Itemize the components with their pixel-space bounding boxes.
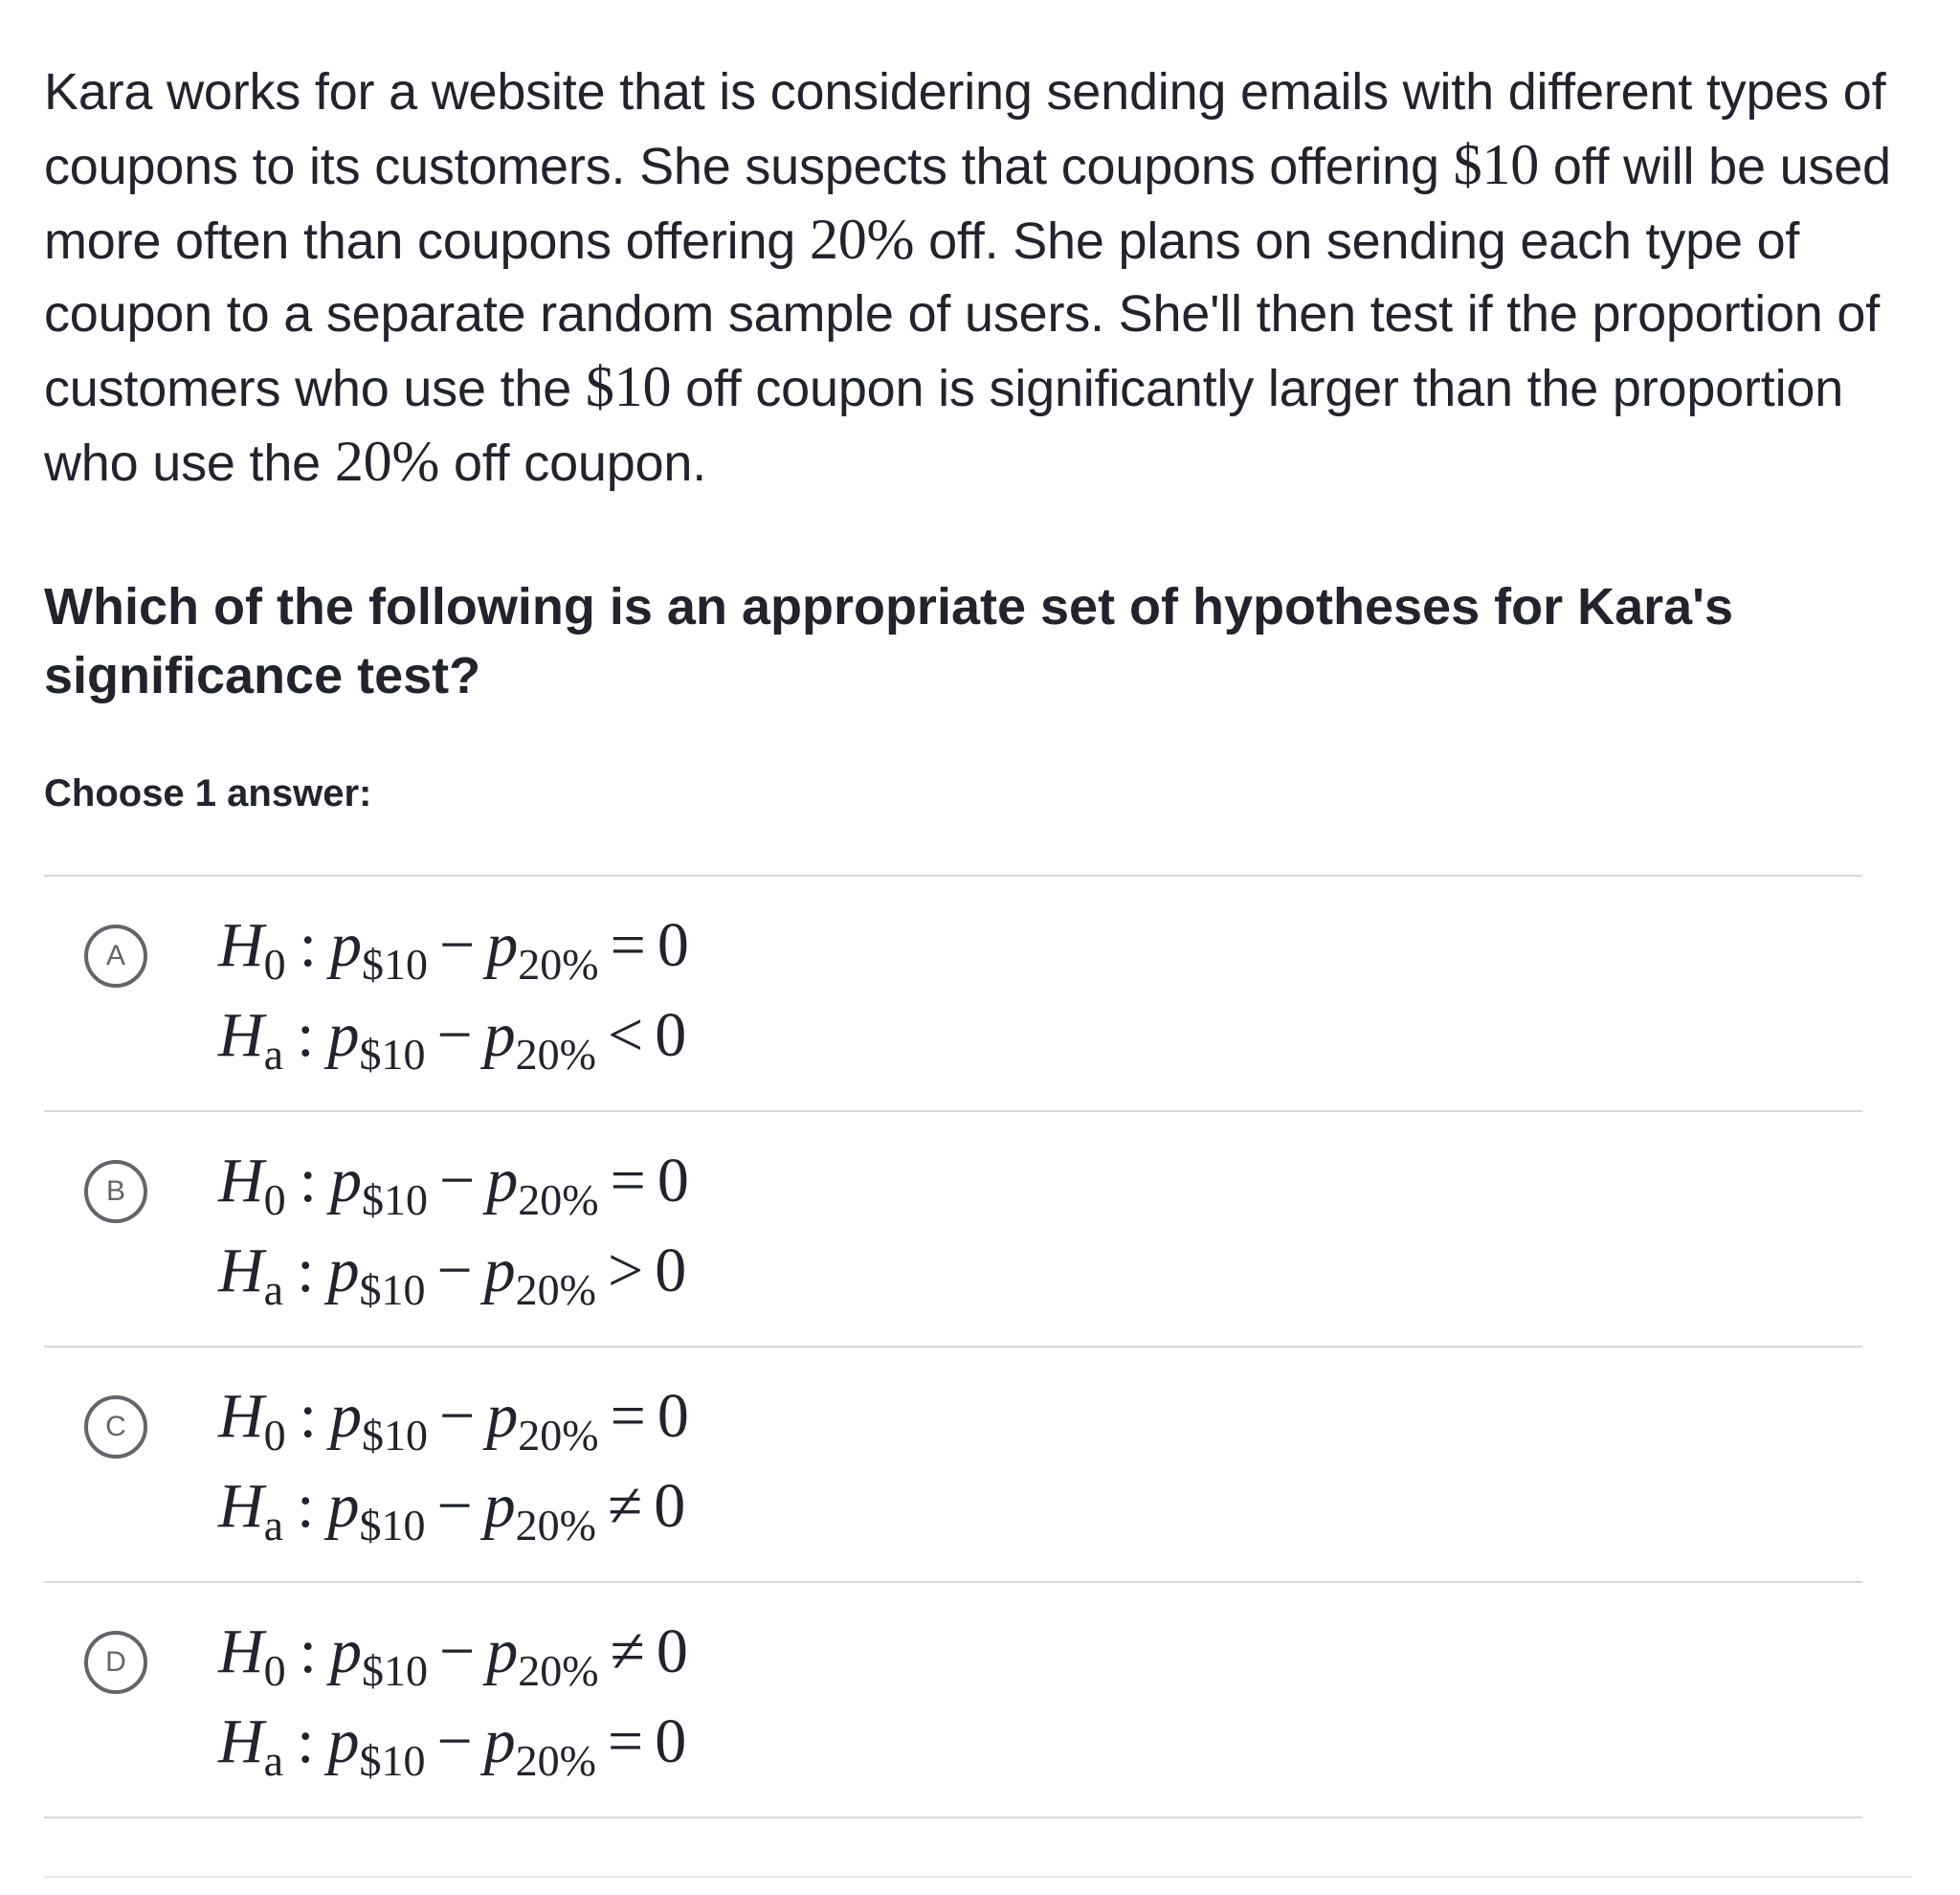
- proportion-subscript: $10: [362, 940, 429, 989]
- hypothesis-symbol: H: [218, 1706, 264, 1776]
- question-prompt: Which of the following is an appropriate set of hypotheses for Kara's significance test?: [44, 578, 1734, 704]
- colon-symbol: :: [297, 1000, 315, 1070]
- hypothesis-symbol: H: [218, 1000, 264, 1070]
- proportion-subscript: $10: [359, 1736, 426, 1785]
- relation-sign: ≠: [610, 1616, 645, 1686]
- proportion-symbol: p: [327, 1471, 360, 1541]
- alternative-hypothesis: [218, 1470, 686, 1549]
- proportion-symbol: p: [327, 1236, 360, 1305]
- minus-sign: −: [439, 910, 476, 980]
- proportion-symbol: p: [486, 910, 519, 980]
- colon-symbol: :: [297, 1471, 315, 1541]
- hypothesis-subscript: 0: [263, 1411, 286, 1460]
- relation-sign: >: [608, 1236, 644, 1305]
- problem-text-segment: off will be used more often than coupons offering: [44, 138, 1891, 270]
- proportion-subscript: $10: [359, 1501, 426, 1549]
- proportion-subscript: 20%: [515, 1501, 596, 1549]
- proportion-symbol: p: [327, 1000, 360, 1070]
- hypothesis-symbol: H: [218, 1146, 264, 1215]
- minus-sign: −: [436, 1706, 473, 1776]
- relation-sign: <: [608, 1000, 644, 1070]
- hypothesis-symbol: H: [218, 1471, 264, 1541]
- choice-letter-b-icon[interactable]: B: [84, 1160, 147, 1223]
- right-hand-side: 0: [655, 1000, 687, 1070]
- hypothesis-subscript: a: [263, 1501, 284, 1549]
- proportion-subscript: 20%: [515, 1736, 596, 1785]
- right-hand-side: 0: [657, 1146, 689, 1215]
- proportion-symbol: p: [330, 910, 363, 980]
- colon-symbol: :: [299, 1381, 318, 1451]
- math-dollar-10: $10: [585, 355, 672, 418]
- right-hand-side: 0: [657, 1381, 689, 1451]
- alternative-hypothesis: [218, 999, 687, 1079]
- choose-answer-label: Choose 1 answer:: [44, 772, 372, 814]
- right-hand-side: 0: [657, 910, 689, 980]
- right-hand-side: 0: [655, 1706, 687, 1776]
- hypothesis-subscript: 0: [263, 1646, 286, 1695]
- problem-text-segment: off coupon is significantly larger than the proportion who use the: [44, 360, 1844, 492]
- relation-sign: ≠: [608, 1471, 643, 1541]
- proportion-subscript: $10: [359, 1265, 426, 1314]
- hypothesis-subscript: 0: [263, 1175, 286, 1224]
- proportion-subscript: 20%: [518, 1411, 599, 1460]
- proportion-symbol: p: [483, 1706, 516, 1776]
- null-hypothesis: [218, 909, 689, 989]
- hypothesis-subscript: 0: [263, 940, 286, 989]
- proportion-symbol: p: [483, 1000, 516, 1070]
- proportion-symbol: p: [330, 1616, 363, 1686]
- colon-symbol: :: [299, 1616, 318, 1686]
- exercise-page: [44, 0, 1920, 1818]
- choice-letter-c-icon[interactable]: C: [84, 1395, 147, 1459]
- colon-symbol: :: [299, 910, 318, 980]
- proportion-symbol: p: [486, 1381, 519, 1451]
- choice-d[interactable]: [44, 1583, 1862, 1818]
- null-hypothesis: [218, 1616, 688, 1695]
- math-percent-20: 20%: [809, 208, 915, 271]
- problem-text: [44, 0, 1920, 500]
- minus-sign: −: [436, 1471, 473, 1541]
- hypothesis-symbol: H: [218, 1381, 264, 1451]
- right-hand-side: 0: [655, 1236, 687, 1305]
- math-dollar-10: $10: [1453, 133, 1540, 196]
- right-hand-side: 0: [654, 1471, 686, 1541]
- null-hypothesis: [218, 1145, 689, 1224]
- proportion-symbol: p: [330, 1381, 363, 1451]
- colon-symbol: :: [299, 1146, 318, 1215]
- relation-sign: =: [610, 1381, 646, 1451]
- proportion-subscript: 20%: [518, 1646, 599, 1695]
- proportion-subscript: 20%: [518, 940, 599, 989]
- choice-b[interactable]: [44, 1112, 1862, 1348]
- hypothesis-subscript: a: [263, 1030, 284, 1079]
- proportion-symbol: p: [483, 1236, 516, 1305]
- colon-symbol: :: [297, 1706, 315, 1776]
- proportion-symbol: p: [483, 1471, 516, 1541]
- hypothesis-symbol: H: [218, 910, 264, 980]
- proportion-symbol: p: [327, 1706, 360, 1776]
- relation-sign: =: [610, 1146, 646, 1215]
- hypothesis-symbol: H: [218, 1236, 264, 1305]
- relation-sign: =: [610, 910, 646, 980]
- proportion-subscript: 20%: [515, 1265, 596, 1314]
- proportion-symbol: p: [330, 1146, 363, 1215]
- hypothesis-symbol: H: [218, 1616, 264, 1686]
- colon-symbol: :: [297, 1236, 315, 1305]
- choice-c[interactable]: [44, 1348, 1862, 1583]
- hypothesis-subscript: a: [263, 1265, 284, 1314]
- proportion-symbol: p: [486, 1616, 519, 1686]
- minus-sign: −: [439, 1146, 476, 1215]
- footer-divider: [44, 1876, 1912, 1878]
- problem-text-segment: Kara works for a website that is considering sending emails with different types of coupons to its customers. She suspects that coupons offering: [44, 63, 1886, 195]
- problem-text-segment: off. She plans on sending each type of coupon to a separate random sample of users. She'll then test if the proportion of customers who use the: [44, 212, 1881, 417]
- right-hand-side: 0: [656, 1616, 688, 1686]
- choice-letter-d-icon[interactable]: D: [84, 1631, 147, 1694]
- minus-sign: −: [439, 1616, 476, 1686]
- proportion-subscript: $10: [362, 1175, 429, 1224]
- proportion-subscript: 20%: [515, 1030, 596, 1079]
- alternative-hypothesis: [218, 1706, 687, 1785]
- minus-sign: −: [439, 1381, 476, 1451]
- hypothesis-subscript: a: [263, 1736, 284, 1785]
- answer-choices: [44, 875, 1862, 1818]
- math-percent-20: 20%: [334, 430, 440, 493]
- problem-text-segment: off coupon.: [439, 435, 707, 492]
- proportion-subscript: 20%: [518, 1175, 599, 1224]
- alternative-hypothesis: [218, 1235, 687, 1314]
- proportion-subscript: $10: [359, 1030, 426, 1079]
- minus-sign: −: [436, 1000, 473, 1070]
- proportion-subscript: $10: [362, 1411, 429, 1460]
- null-hypothesis: [218, 1380, 689, 1460]
- minus-sign: −: [436, 1236, 473, 1305]
- proportion-subscript: $10: [362, 1646, 429, 1695]
- choice-letter-a-icon[interactable]: A: [84, 925, 147, 988]
- relation-sign: =: [608, 1706, 644, 1776]
- proportion-symbol: p: [486, 1146, 519, 1215]
- choice-a[interactable]: [44, 877, 1862, 1112]
